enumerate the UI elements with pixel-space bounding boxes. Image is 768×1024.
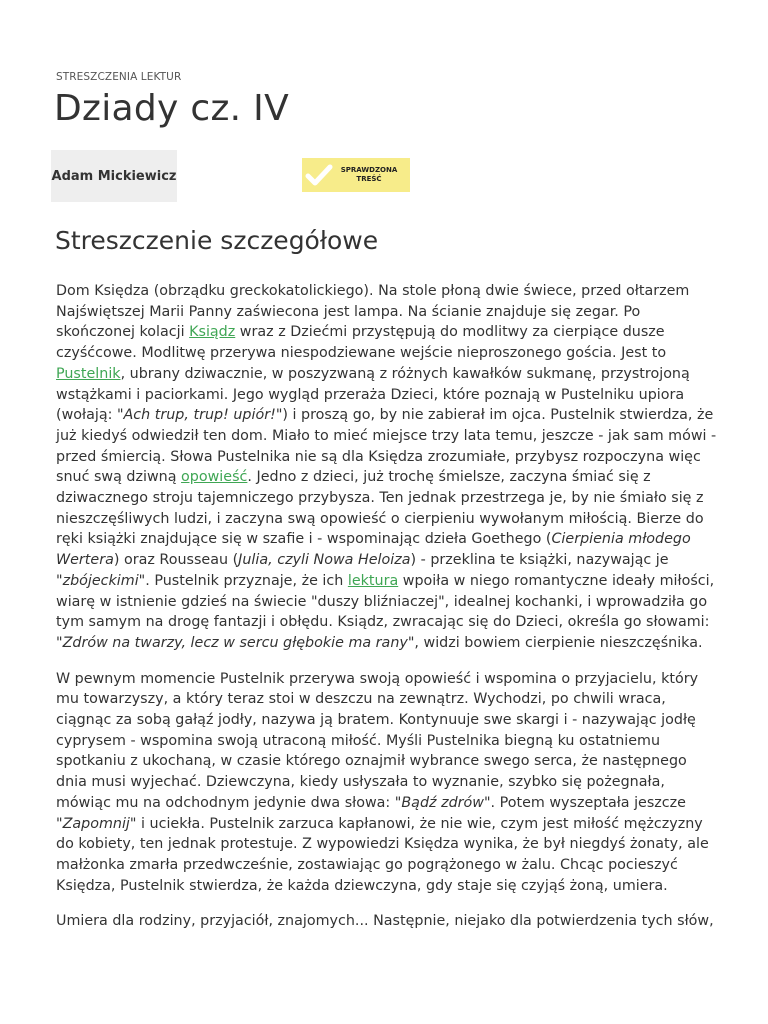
author-link[interactable]: Adam Mickiewicz [51, 150, 177, 202]
paragraph-3: Umiera dla rodziny, przyjaciół, znajomych... Następnie, niejako dla potwierdzenia tych słów, [56, 913, 714, 930]
article-body [56, 281, 720, 947]
paragraph-1: Dom Księdza (obrządku greckokatolickiego). Na stole płoną dwie świece, przed ołtarzem Najświętszej Marii Panny zaświecona jest lampa. Na ścianie znajduje się zegar. Po skończonej kolacji Ksiądz wraz z Dziećmi przystępują do modlitwy za cierpiące dusze czyśćcowe. Modlitwę przerywa niespodziewane wejście nieproszonego gościa. Jest to Pustelnik, ubrany dziwacznie, w poszyzwaną z różnych kawałków sukmanę, przystrojoną wstążkami i paciorkami. Jego wygląd przeraża Dzieci, które poznają w Pustelniku upiora (wołają: "Ach trup, trup! upiór!") i proszą go, by nie zabierał im ojca. Pustelnik stwierdza, że już kiedyś odwiedził ten dom. Miało to mieć miejsce trzy lata temu, jeszcze - jak sam mówi - przed śmiercią. Słowa Pustelnika nie są dla Księdza zrozumiałe, przybysz rozpoczyna więc snuć swą dziwną opowieść. Jedno z dzieci, już trochę śmielsze, zaczyna śmiać się z dziwacznego stroju tajemniczego przybysza. Ten jednak przestrzega je, by nie śmiało się z nieszczęśliwych ludzi, i zaczyna swą opowieść o cierpieniu wywołanym miłością. Bierze do ręki książki znajdujące się w szafie i - wspominając dzieła Goethego (Cierpienia młodego Wertera) oraz Rousseau (Julia, czyli Nowa Heloiza) - przeklina te książki, nazywając je "zbójeckimi". Pustelnik przyznaje, że ich lektura wpoiła w niego romantyczne ideały miłości, wiarę w istnienie gdzieś na świecie "duszy bliźniaczej", idealnej kochanki, i wprowadziła go tym samym na drogę fantazji i obłędu. Ksiądz, zwracając się do Dzieci, określa go słowami: "Zdrów na twarzy, lecz w sercu głębokie ma rany", widzi bowiem cierpienie nieszczęśnika. [56, 283, 717, 651]
link-pustelnik[interactable]: Pustelnik [56, 365, 121, 382]
page-title: Dziady cz. IV [54, 88, 289, 129]
verified-content-badge [302, 158, 410, 192]
badge-line-2: TREŚĆ [356, 175, 382, 183]
link-ksiadz[interactable]: Ksiądz [189, 324, 236, 341]
check-icon [302, 158, 336, 192]
category-label[interactable]: STRESZCZENIA LEKTUR [56, 71, 182, 83]
section-title: Streszczenie szczegółowe [55, 226, 379, 255]
badge-line-1: SPRAWDZONA [340, 166, 398, 174]
link-opowiesc[interactable]: opowieść [181, 469, 248, 486]
link-lektura[interactable]: lektura [347, 572, 399, 589]
paragraph-2: W pewnym momencie Pustelnik przerywa swoją opowieść i wspomina o przyjacielu, który mu towarzyszy, a który teraz stoi w deszczu na zewnątrz. Wychodzi, po chwili wraca, ciągnąc za sobą gałąź jodły, nazywa ją bratem. Kontynuuje swe skargi i - nazywając jodłę cyprysem - wspomina swoją utraconą miłość. Myśli Pustelnika biegną ku ostatniemu spotkaniu z ukochaną, w czasie którego oznajmił wybrance swego serca, że następnego dnia musi wyjechać. Dziewczyna, kiedy usłyszała to wyznanie, szybko się pożegnała, mówiąc mu na odchodnym jedynie dwa słowa: "Bądź zdrów". Potem wyszeptała jeszcze "Zapomnij" i uciekła. Pustelnik zarzuca kapłanowi, że nie wie, czym jest miłość mężczyzny do kobiety, ten jednak protestuje. Z wypowiedzi Księdza wynika, że był niegdyś żonaty, ale małżonka zmarła przedwcześnie, zostawiając go pogrążonego w żalu. Chcąc pocieszyć Księdza, Pustelnik stwierdza, że każda dziewczyna, gdy staje się czyjąś żoną, umiera. [56, 670, 709, 894]
